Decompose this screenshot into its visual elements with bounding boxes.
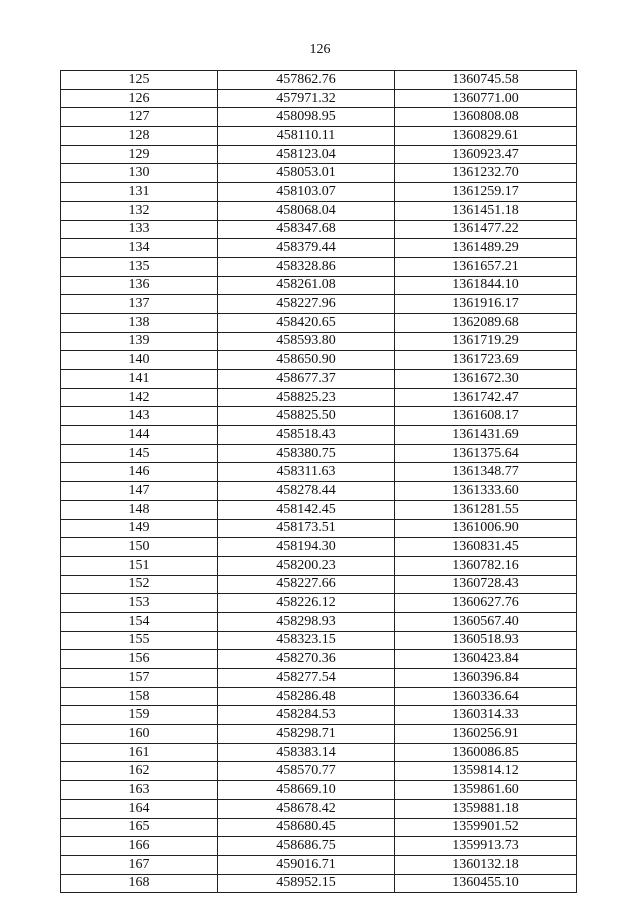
x-coordinate-cell: 458677.37 bbox=[218, 370, 395, 389]
point-number-cell: 150 bbox=[61, 538, 218, 557]
x-coordinate-cell: 458825.23 bbox=[218, 388, 395, 407]
table-row bbox=[61, 818, 577, 837]
y-coordinate-cell: 1360518.93 bbox=[395, 631, 577, 650]
point-number-cell: 133 bbox=[61, 220, 218, 239]
table-row bbox=[61, 874, 577, 893]
x-coordinate-cell: 458110.11 bbox=[218, 127, 395, 146]
point-number-cell: 141 bbox=[61, 370, 218, 389]
x-coordinate-cell: 458347.68 bbox=[218, 220, 395, 239]
table-row bbox=[61, 855, 577, 874]
table-row bbox=[61, 650, 577, 669]
x-coordinate-cell: 458277.54 bbox=[218, 669, 395, 688]
point-number-cell: 129 bbox=[61, 145, 218, 164]
point-number-cell: 125 bbox=[61, 71, 218, 90]
point-number-cell: 161 bbox=[61, 743, 218, 762]
point-number-cell: 155 bbox=[61, 631, 218, 650]
x-coordinate-cell: 458952.15 bbox=[218, 874, 395, 893]
table-row bbox=[61, 127, 577, 146]
x-coordinate-cell: 458593.80 bbox=[218, 332, 395, 351]
point-number-cell: 143 bbox=[61, 407, 218, 426]
x-coordinate-cell: 458227.66 bbox=[218, 575, 395, 594]
x-coordinate-cell: 458278.44 bbox=[218, 482, 395, 501]
point-number-cell: 167 bbox=[61, 855, 218, 874]
point-number-cell: 157 bbox=[61, 669, 218, 688]
x-coordinate-cell: 458650.90 bbox=[218, 351, 395, 370]
point-number-cell: 144 bbox=[61, 426, 218, 445]
y-coordinate-cell: 1360455.10 bbox=[395, 874, 577, 893]
point-number-cell: 130 bbox=[61, 164, 218, 183]
point-number-cell: 138 bbox=[61, 313, 218, 332]
table-row bbox=[61, 631, 577, 650]
table-row bbox=[61, 444, 577, 463]
table-row bbox=[61, 332, 577, 351]
x-coordinate-cell: 458226.12 bbox=[218, 594, 395, 613]
point-number-cell: 132 bbox=[61, 201, 218, 220]
coordinates-table-body bbox=[61, 71, 577, 893]
y-coordinate-cell: 1360336.64 bbox=[395, 687, 577, 706]
y-coordinate-cell: 1360256.91 bbox=[395, 725, 577, 744]
y-coordinate-cell: 1361431.69 bbox=[395, 426, 577, 445]
x-coordinate-cell: 458053.01 bbox=[218, 164, 395, 183]
point-number-cell: 146 bbox=[61, 463, 218, 482]
point-number-cell: 163 bbox=[61, 781, 218, 800]
point-number-cell: 151 bbox=[61, 556, 218, 575]
point-number-cell: 168 bbox=[61, 874, 218, 893]
table-row bbox=[61, 201, 577, 220]
table-row bbox=[61, 108, 577, 127]
table-row bbox=[61, 612, 577, 631]
table-row bbox=[61, 239, 577, 258]
y-coordinate-cell: 1360396.84 bbox=[395, 669, 577, 688]
table-row bbox=[61, 71, 577, 90]
table-row bbox=[61, 706, 577, 725]
table-row bbox=[61, 183, 577, 202]
y-coordinate-cell: 1361916.17 bbox=[395, 295, 577, 314]
table-row bbox=[61, 220, 577, 239]
point-number-cell: 127 bbox=[61, 108, 218, 127]
table-row bbox=[61, 295, 577, 314]
x-coordinate-cell: 458570.77 bbox=[218, 762, 395, 781]
y-coordinate-cell: 1359861.60 bbox=[395, 781, 577, 800]
point-number-cell: 147 bbox=[61, 482, 218, 501]
y-coordinate-cell: 1361672.30 bbox=[395, 370, 577, 389]
y-coordinate-cell: 1361333.60 bbox=[395, 482, 577, 501]
x-coordinate-cell: 458311.63 bbox=[218, 463, 395, 482]
y-coordinate-cell: 1361608.17 bbox=[395, 407, 577, 426]
table-row bbox=[61, 575, 577, 594]
point-number-cell: 160 bbox=[61, 725, 218, 744]
y-coordinate-cell: 1360923.47 bbox=[395, 145, 577, 164]
point-number-cell: 131 bbox=[61, 183, 218, 202]
table-row bbox=[61, 145, 577, 164]
x-coordinate-cell: 457971.32 bbox=[218, 89, 395, 108]
y-coordinate-cell: 1360314.33 bbox=[395, 706, 577, 725]
x-coordinate-cell: 458686.75 bbox=[218, 837, 395, 856]
x-coordinate-cell: 458518.43 bbox=[218, 426, 395, 445]
y-coordinate-cell: 1360808.08 bbox=[395, 108, 577, 127]
x-coordinate-cell: 458142.45 bbox=[218, 500, 395, 519]
table-row bbox=[61, 762, 577, 781]
y-coordinate-cell: 1359881.18 bbox=[395, 799, 577, 818]
table-row bbox=[61, 426, 577, 445]
x-coordinate-cell: 458825.50 bbox=[218, 407, 395, 426]
table-row bbox=[61, 351, 577, 370]
table-row bbox=[61, 669, 577, 688]
table-row bbox=[61, 388, 577, 407]
point-number-cell: 152 bbox=[61, 575, 218, 594]
point-number-cell: 149 bbox=[61, 519, 218, 538]
point-number-cell: 159 bbox=[61, 706, 218, 725]
table-row bbox=[61, 538, 577, 557]
y-coordinate-cell: 1361489.29 bbox=[395, 239, 577, 258]
point-number-cell: 136 bbox=[61, 276, 218, 295]
x-coordinate-cell: 458123.04 bbox=[218, 145, 395, 164]
y-coordinate-cell: 1361723.69 bbox=[395, 351, 577, 370]
y-coordinate-cell: 1361451.18 bbox=[395, 201, 577, 220]
y-coordinate-cell: 1360782.16 bbox=[395, 556, 577, 575]
table-row bbox=[61, 482, 577, 501]
x-coordinate-cell: 458286.48 bbox=[218, 687, 395, 706]
point-number-cell: 140 bbox=[61, 351, 218, 370]
y-coordinate-cell: 1360728.43 bbox=[395, 575, 577, 594]
table-row bbox=[61, 594, 577, 613]
y-coordinate-cell: 1361348.77 bbox=[395, 463, 577, 482]
table-row bbox=[61, 687, 577, 706]
point-number-cell: 156 bbox=[61, 650, 218, 669]
x-coordinate-cell: 458068.04 bbox=[218, 201, 395, 220]
y-coordinate-cell: 1359901.52 bbox=[395, 818, 577, 837]
point-number-cell: 137 bbox=[61, 295, 218, 314]
y-coordinate-cell: 1362089.68 bbox=[395, 313, 577, 332]
x-coordinate-cell: 458284.53 bbox=[218, 706, 395, 725]
table-row bbox=[61, 799, 577, 818]
table-row bbox=[61, 370, 577, 389]
page-number: 126 bbox=[309, 42, 331, 57]
y-coordinate-cell: 1361259.17 bbox=[395, 183, 577, 202]
point-number-cell: 126 bbox=[61, 89, 218, 108]
table-row bbox=[61, 407, 577, 426]
y-coordinate-cell: 1360831.45 bbox=[395, 538, 577, 557]
y-coordinate-cell: 1361375.64 bbox=[395, 444, 577, 463]
y-coordinate-cell: 1360627.76 bbox=[395, 594, 577, 613]
table-row bbox=[61, 257, 577, 276]
x-coordinate-cell: 458098.95 bbox=[218, 108, 395, 127]
y-coordinate-cell: 1361742.47 bbox=[395, 388, 577, 407]
table-row bbox=[61, 743, 577, 762]
x-coordinate-cell: 458328.86 bbox=[218, 257, 395, 276]
x-coordinate-cell: 458270.36 bbox=[218, 650, 395, 669]
y-coordinate-cell: 1360771.00 bbox=[395, 89, 577, 108]
point-number-cell: 134 bbox=[61, 239, 218, 258]
point-number-cell: 145 bbox=[61, 444, 218, 463]
y-coordinate-cell: 1361281.55 bbox=[395, 500, 577, 519]
point-number-cell: 148 bbox=[61, 500, 218, 519]
x-coordinate-cell: 458261.08 bbox=[218, 276, 395, 295]
table-row bbox=[61, 164, 577, 183]
table-row bbox=[61, 556, 577, 575]
x-coordinate-cell: 458383.14 bbox=[218, 743, 395, 762]
x-coordinate-cell: 458323.15 bbox=[218, 631, 395, 650]
point-number-cell: 142 bbox=[61, 388, 218, 407]
table-row bbox=[61, 781, 577, 800]
table-row bbox=[61, 519, 577, 538]
point-number-cell: 164 bbox=[61, 799, 218, 818]
x-coordinate-cell: 458680.45 bbox=[218, 818, 395, 837]
table-row bbox=[61, 89, 577, 108]
x-coordinate-cell: 458380.75 bbox=[218, 444, 395, 463]
x-coordinate-cell: 458227.96 bbox=[218, 295, 395, 314]
x-coordinate-cell: 458173.51 bbox=[218, 519, 395, 538]
y-coordinate-cell: 1360567.40 bbox=[395, 612, 577, 631]
point-number-cell: 135 bbox=[61, 257, 218, 276]
x-coordinate-cell: 458298.71 bbox=[218, 725, 395, 744]
y-coordinate-cell: 1361719.29 bbox=[395, 332, 577, 351]
y-coordinate-cell: 1360829.61 bbox=[395, 127, 577, 146]
y-coordinate-cell: 1359913.73 bbox=[395, 837, 577, 856]
y-coordinate-cell: 1360423.84 bbox=[395, 650, 577, 669]
point-number-cell: 154 bbox=[61, 612, 218, 631]
x-coordinate-cell: 457862.76 bbox=[218, 71, 395, 90]
x-coordinate-cell: 458379.44 bbox=[218, 239, 395, 258]
y-coordinate-cell: 1360132.18 bbox=[395, 855, 577, 874]
point-number-cell: 158 bbox=[61, 687, 218, 706]
x-coordinate-cell: 458678.42 bbox=[218, 799, 395, 818]
table-row bbox=[61, 725, 577, 744]
x-coordinate-cell: 459016.71 bbox=[218, 855, 395, 874]
y-coordinate-cell: 1359814.12 bbox=[395, 762, 577, 781]
table-row bbox=[61, 313, 577, 332]
y-coordinate-cell: 1360745.58 bbox=[395, 71, 577, 90]
point-number-cell: 153 bbox=[61, 594, 218, 613]
y-coordinate-cell: 1361477.22 bbox=[395, 220, 577, 239]
table-row bbox=[61, 463, 577, 482]
point-number-cell: 165 bbox=[61, 818, 218, 837]
coordinates-table bbox=[60, 70, 577, 893]
x-coordinate-cell: 458298.93 bbox=[218, 612, 395, 631]
y-coordinate-cell: 1361844.10 bbox=[395, 276, 577, 295]
table-row bbox=[61, 276, 577, 295]
point-number-cell: 166 bbox=[61, 837, 218, 856]
point-number-cell: 128 bbox=[61, 127, 218, 146]
table-row bbox=[61, 500, 577, 519]
x-coordinate-cell: 458194.30 bbox=[218, 538, 395, 557]
x-coordinate-cell: 458103.07 bbox=[218, 183, 395, 202]
x-coordinate-cell: 458420.65 bbox=[218, 313, 395, 332]
y-coordinate-cell: 1360086.85 bbox=[395, 743, 577, 762]
table-row bbox=[61, 837, 577, 856]
point-number-cell: 139 bbox=[61, 332, 218, 351]
x-coordinate-cell: 458669.10 bbox=[218, 781, 395, 800]
y-coordinate-cell: 1361006.90 bbox=[395, 519, 577, 538]
x-coordinate-cell: 458200.23 bbox=[218, 556, 395, 575]
point-number-cell: 162 bbox=[61, 762, 218, 781]
y-coordinate-cell: 1361657.21 bbox=[395, 257, 577, 276]
y-coordinate-cell: 1361232.70 bbox=[395, 164, 577, 183]
